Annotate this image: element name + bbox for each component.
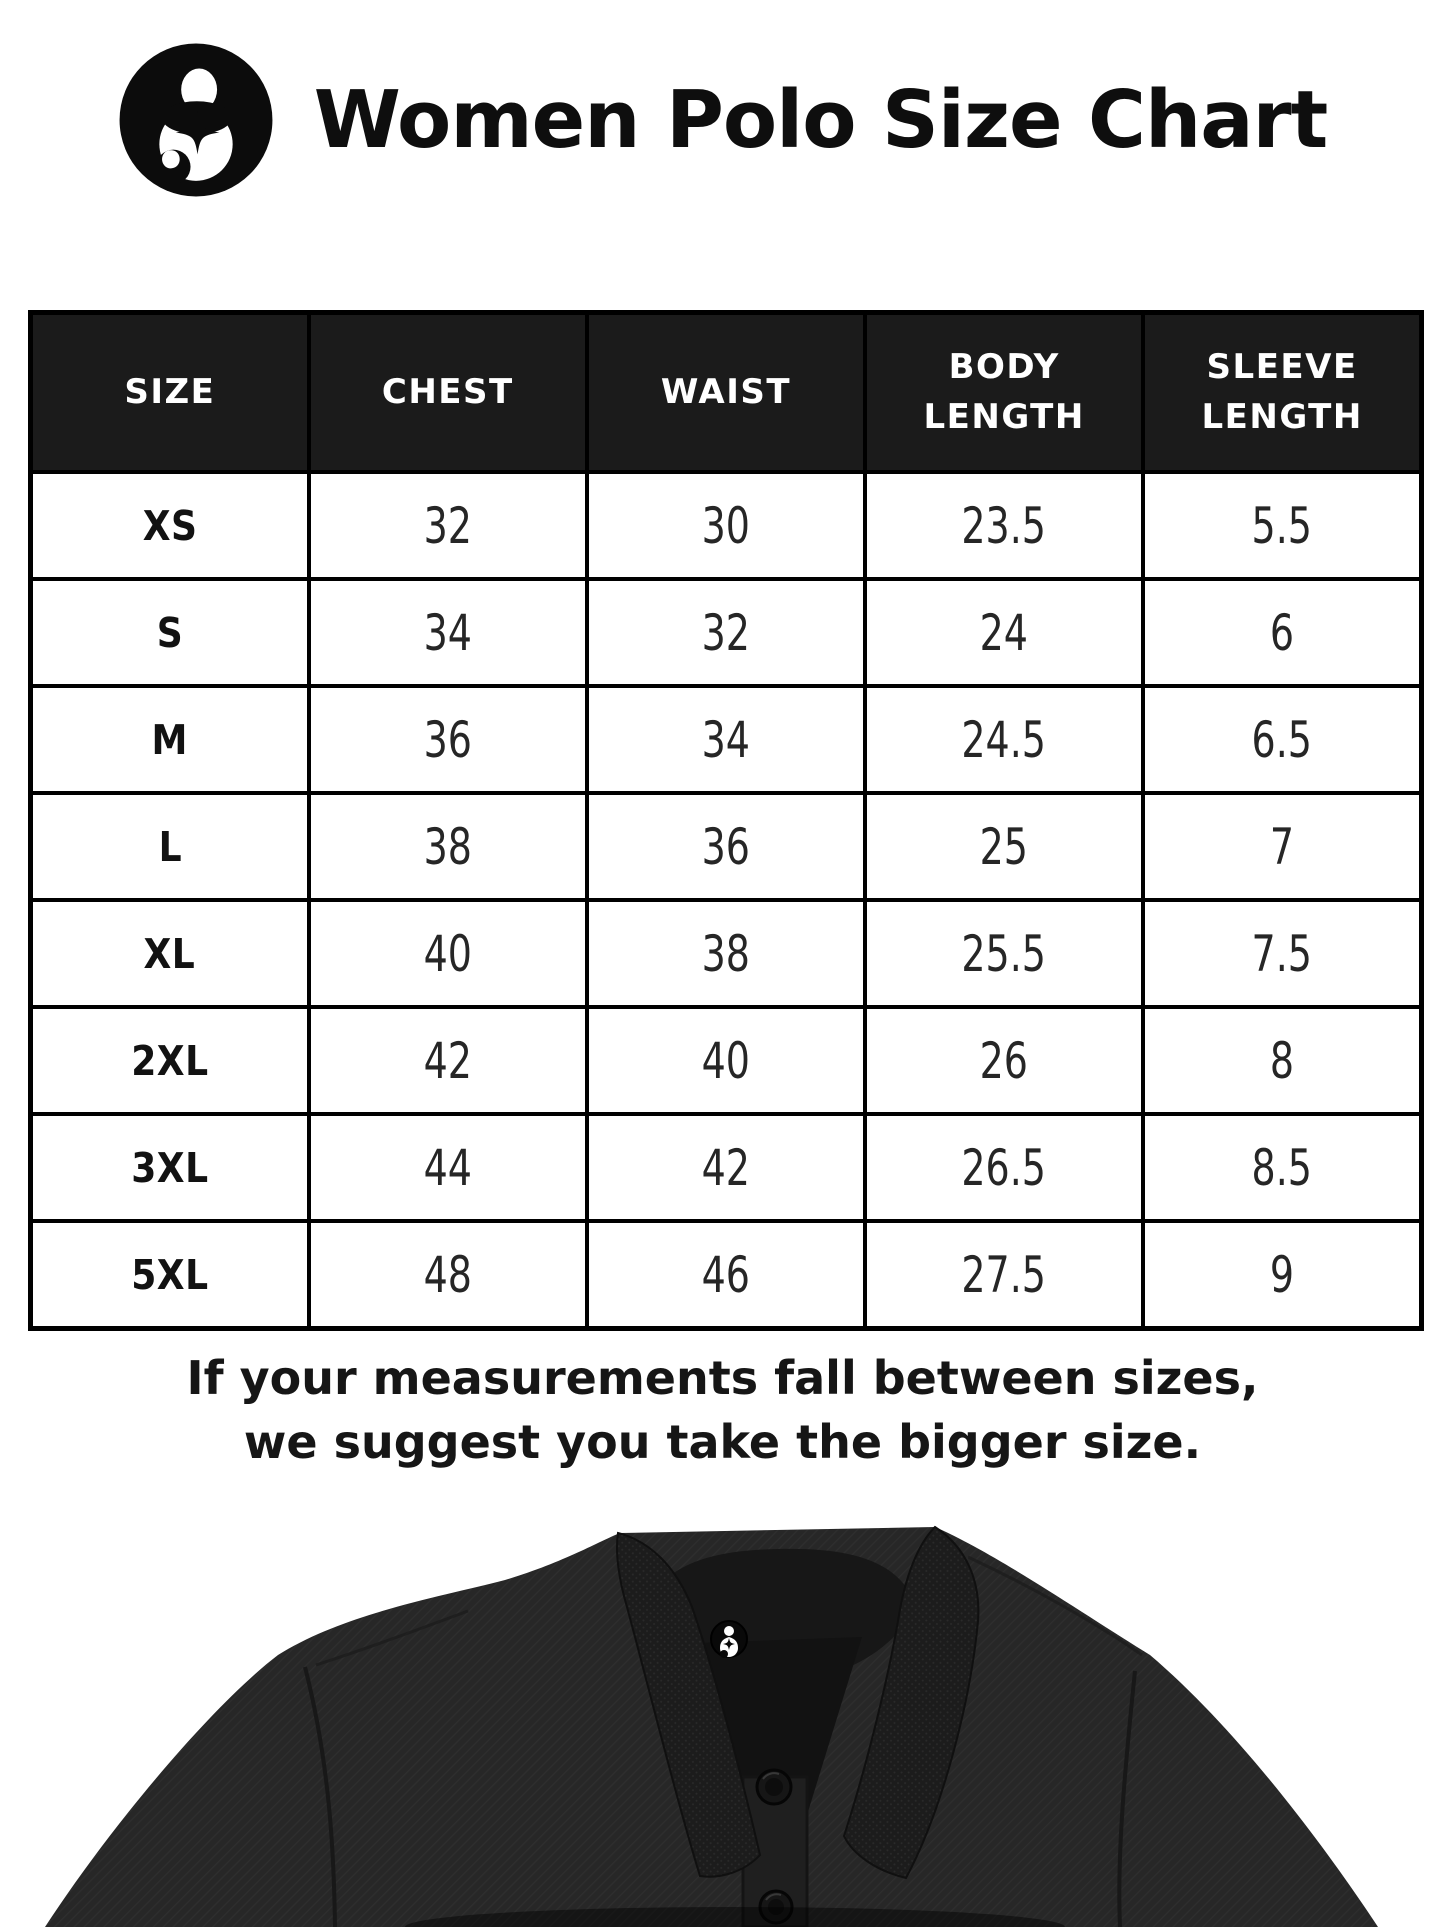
cell-body-length [865, 900, 1143, 1007]
table-row-5xl [31, 1221, 1422, 1329]
size-value: 5XL [131, 1250, 209, 1299]
sleeve-length-value: 8 [1270, 1031, 1295, 1090]
chest-value: 42 [423, 1031, 472, 1090]
sleeve-length-value: 9 [1270, 1245, 1295, 1304]
cell-waist [587, 579, 865, 686]
cell-size [31, 793, 309, 900]
chest-value: 44 [423, 1138, 472, 1197]
cell-body-length [865, 1007, 1143, 1114]
column-header-sleeve-length [1143, 313, 1421, 473]
column-header-waist [587, 313, 865, 473]
chest-value: 32 [423, 496, 472, 555]
size-value: XS [142, 501, 198, 550]
cell-body-length [865, 1114, 1143, 1221]
size-value: XL [143, 929, 196, 978]
brand-logo-icon [118, 42, 274, 198]
table-row-l [31, 793, 1422, 900]
cell-sleeve-length [1143, 1007, 1421, 1114]
sleeve-length-value: 7.5 [1251, 924, 1313, 983]
cell-chest [309, 793, 587, 900]
body-length-value: 26 [979, 1031, 1029, 1090]
collar-label [711, 1621, 747, 1658]
cell-body-length [865, 579, 1143, 686]
cell-waist [587, 1221, 865, 1329]
column-header-body-length-label: BODY LENGTH [923, 347, 1085, 437]
chest-value: 34 [423, 603, 472, 662]
column-header-body-length [865, 313, 1143, 473]
cell-sleeve-length [1143, 1114, 1421, 1221]
cell-waist [587, 686, 865, 793]
table-row-xs [31, 472, 1422, 579]
sizing-note-line2: we suggest you take the bigger size. [243, 1415, 1202, 1469]
cell-waist [587, 1114, 865, 1221]
cell-chest [309, 1114, 587, 1221]
table-body [31, 472, 1422, 1329]
body-length-value: 25 [979, 817, 1029, 876]
cell-waist [587, 472, 865, 579]
cell-sleeve-length [1143, 686, 1421, 793]
sleeve-length-value: 5.5 [1251, 496, 1313, 555]
chest-value: 40 [423, 924, 472, 983]
size-value: L [158, 822, 182, 871]
cell-size [31, 579, 309, 686]
cell-chest [309, 900, 587, 1007]
body-length-value: 27.5 [961, 1245, 1047, 1304]
chest-value: 36 [423, 710, 472, 769]
table-row-xl [31, 900, 1422, 1007]
sizing-note [0, 1346, 1445, 1474]
waist-value: 30 [701, 496, 751, 555]
column-header-waist-label: WAIST [660, 371, 792, 412]
cell-chest [309, 1221, 587, 1329]
cell-size [31, 472, 309, 579]
cell-size [31, 686, 309, 793]
cell-body-length [865, 1221, 1143, 1329]
cell-size [31, 1114, 309, 1221]
cell-sleeve-length [1143, 472, 1421, 579]
size-chart-table [28, 310, 1424, 1331]
column-header-size-label: SIZE [124, 371, 216, 412]
cell-waist [587, 900, 865, 1007]
column-header-sleeve-length-label: SLEEVE LENGTH [1201, 347, 1363, 437]
cell-waist [587, 1007, 865, 1114]
body-length-value: 24 [979, 603, 1029, 662]
cell-body-length [865, 793, 1143, 900]
waist-value: 46 [701, 1245, 751, 1304]
cell-chest [309, 472, 587, 579]
cell-body-length [865, 472, 1143, 579]
cell-sleeve-length [1143, 579, 1421, 686]
size-value: M [151, 715, 189, 764]
sleeve-length-value: 8.5 [1251, 1138, 1313, 1197]
table-row-3xl [31, 1114, 1422, 1221]
cell-size [31, 900, 309, 1007]
sleeve-length-value: 7 [1270, 817, 1295, 876]
column-header-size [31, 313, 309, 473]
size-value: 3XL [131, 1143, 209, 1192]
size-value: S [156, 608, 184, 657]
body-length-value: 24.5 [961, 710, 1047, 769]
waist-value: 38 [701, 924, 751, 983]
waist-value: 42 [701, 1138, 751, 1197]
cell-sleeve-length [1143, 793, 1421, 900]
waist-value: 34 [701, 710, 751, 769]
page-title: Women Polo Size Chart [313, 74, 1328, 166]
table-row-s [31, 579, 1422, 686]
cell-sleeve-length [1143, 1221, 1421, 1329]
cell-chest [309, 686, 587, 793]
cell-size [31, 1007, 309, 1114]
table-row-m [31, 686, 1422, 793]
body-length-value: 25.5 [961, 924, 1047, 983]
table-header [31, 313, 1422, 473]
brand-header [0, 42, 1445, 198]
table-row-2xl [31, 1007, 1422, 1114]
waist-value: 36 [701, 817, 751, 876]
cell-body-length [865, 686, 1143, 793]
waist-value: 40 [701, 1031, 751, 1090]
column-header-chest-label: CHEST [381, 371, 514, 412]
cell-chest [309, 1007, 587, 1114]
sizing-note-line1: If your measurements fall between sizes, [186, 1351, 1259, 1405]
cell-waist [587, 793, 865, 900]
column-header-chest [309, 313, 587, 473]
body-length-value: 26.5 [961, 1138, 1047, 1197]
chest-value: 38 [423, 817, 472, 876]
cell-sleeve-length [1143, 900, 1421, 1007]
polo-shirt-photo [0, 1525, 1445, 1927]
cell-size [31, 1221, 309, 1329]
cell-chest [309, 579, 587, 686]
polo-button-top [757, 1770, 791, 1804]
waist-value: 32 [701, 603, 751, 662]
size-value: 2XL [131, 1036, 209, 1085]
sleeve-length-value: 6.5 [1251, 710, 1313, 769]
table-header-row [31, 313, 1422, 473]
chest-value: 48 [423, 1245, 472, 1304]
sleeve-length-value: 6 [1270, 603, 1295, 662]
body-length-value: 23.5 [961, 496, 1047, 555]
